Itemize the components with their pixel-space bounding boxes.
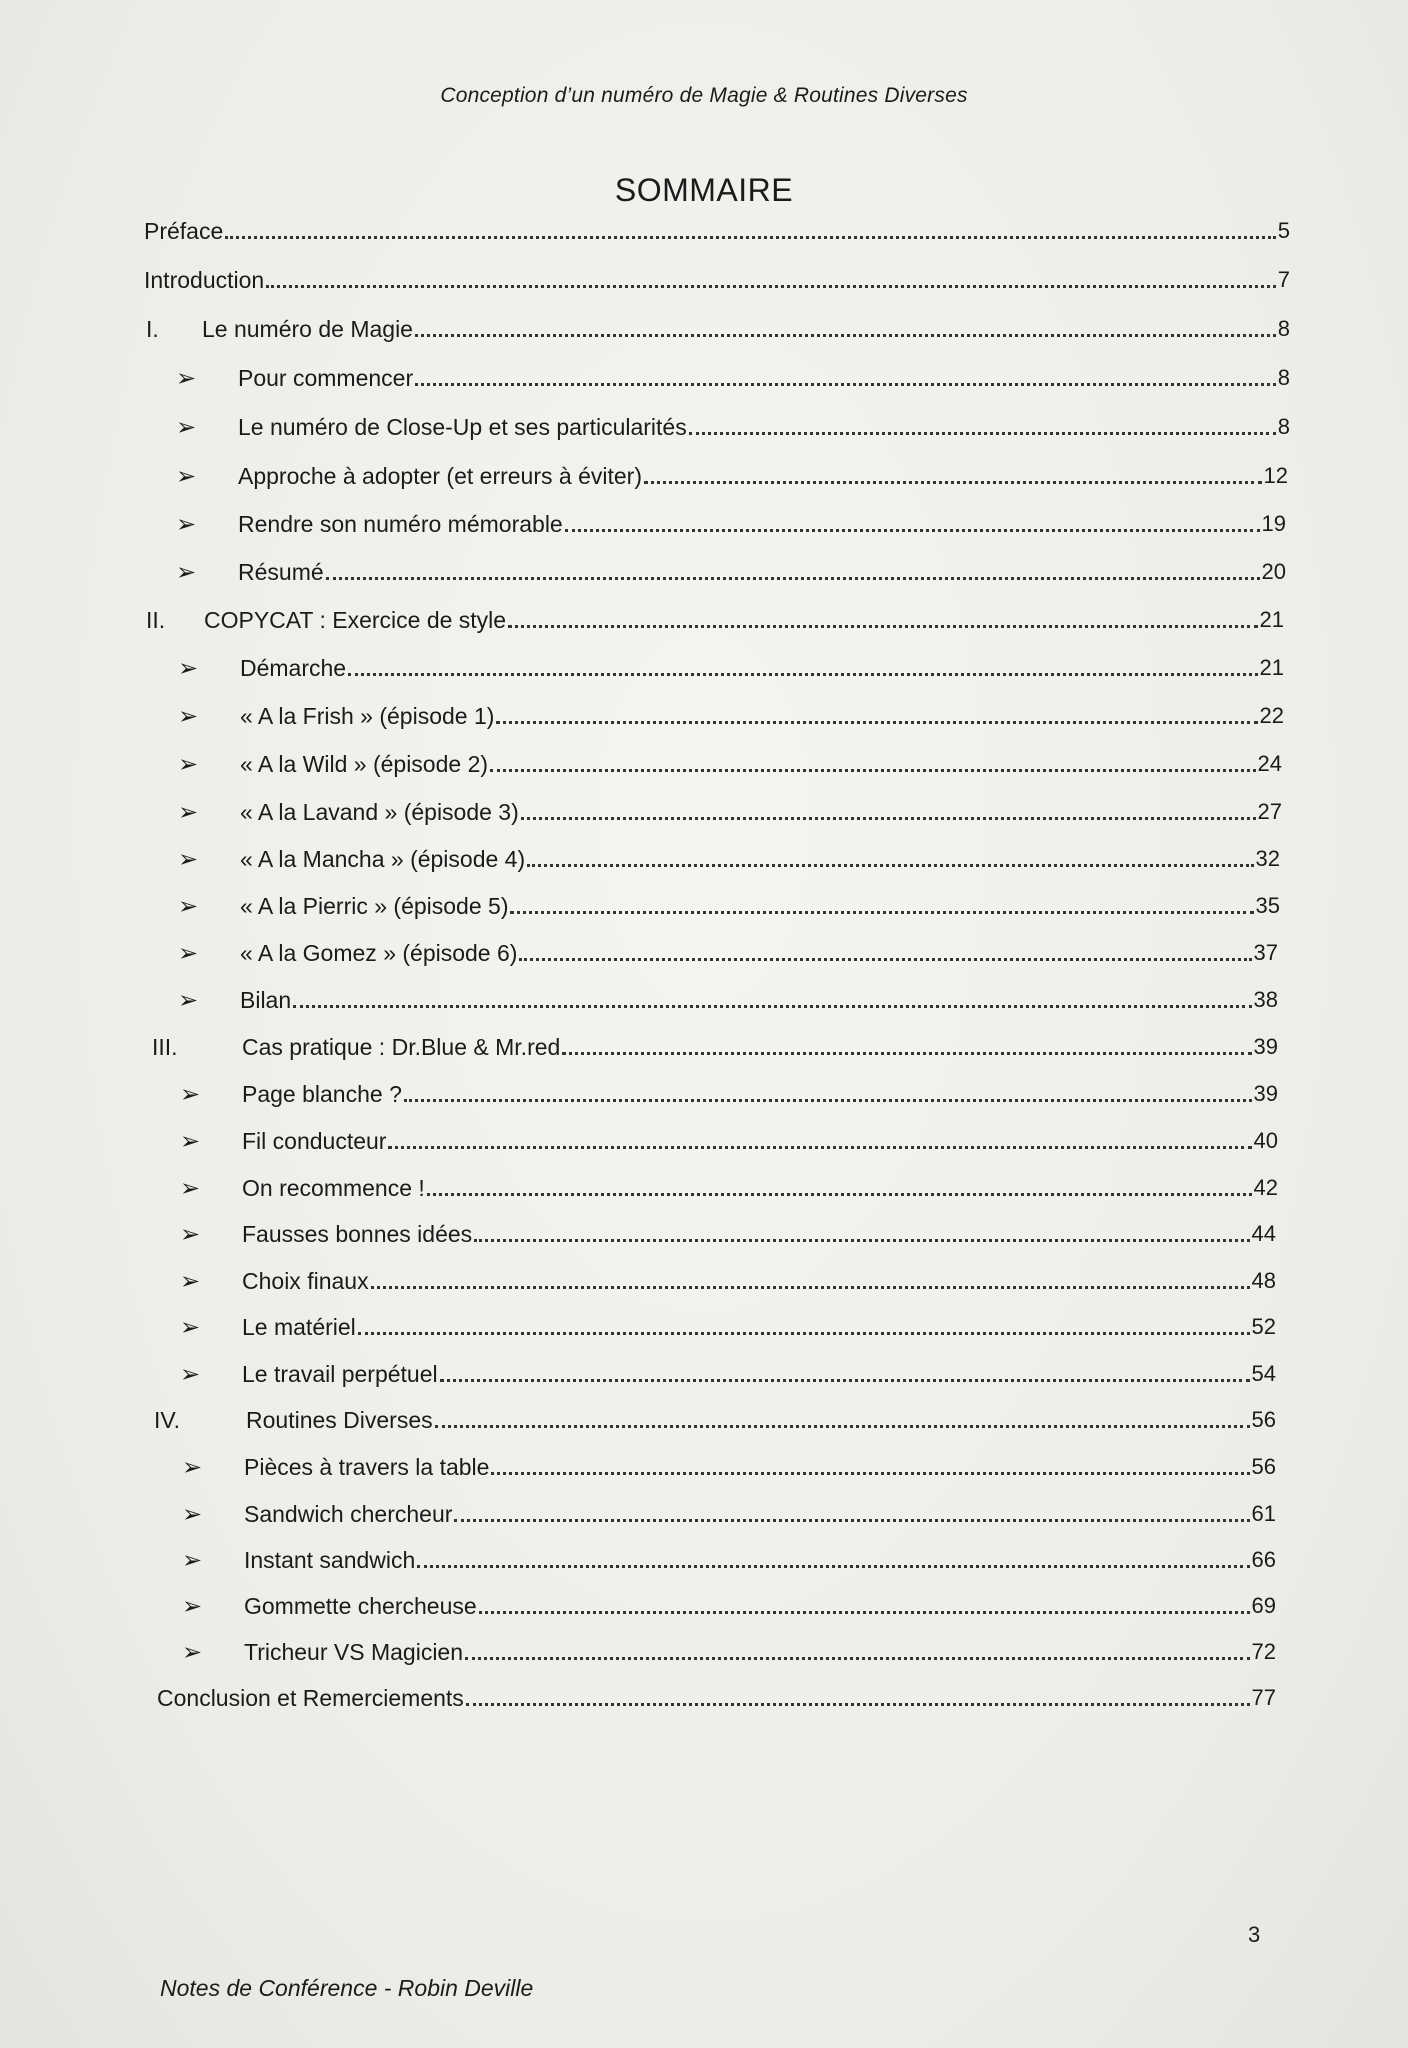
toc-page: 21 bbox=[1259, 607, 1284, 632]
toc-label: « A la Frish » (épisode 1) bbox=[240, 702, 495, 729]
dot-leader bbox=[508, 625, 1257, 628]
dot-leader bbox=[293, 1005, 1251, 1008]
toc-page: 7 bbox=[1277, 267, 1290, 292]
toc-subentry bbox=[0, 1264, 1408, 1298]
toc-page: 24 bbox=[1257, 751, 1282, 776]
toc-label: Gommette chercheuse bbox=[244, 1592, 477, 1619]
section-number: IV. bbox=[154, 1406, 181, 1433]
arrow-bullet-icon: ➢ bbox=[176, 558, 197, 586]
toc-subentry bbox=[0, 507, 1408, 541]
arrow-bullet-icon: ➢ bbox=[176, 462, 197, 490]
section-number: II. bbox=[146, 606, 166, 633]
toc-section-3 bbox=[0, 1030, 1408, 1064]
toc-label: Préface bbox=[144, 217, 224, 244]
dot-leader bbox=[490, 769, 1255, 772]
toc-page: 40 bbox=[1253, 1128, 1278, 1153]
toc-page: 8 bbox=[1277, 414, 1290, 439]
toc-subentry bbox=[0, 1450, 1408, 1484]
arrow-bullet-icon: ➢ bbox=[180, 1313, 201, 1341]
toc-subentry bbox=[0, 1310, 1408, 1344]
dot-leader bbox=[358, 1332, 1250, 1335]
toc-subentry bbox=[0, 1124, 1408, 1158]
toc-label: Bilan bbox=[240, 986, 292, 1013]
toc-label: Choix finaux bbox=[242, 1267, 369, 1294]
toc-label: Pièces à travers la table bbox=[244, 1453, 490, 1480]
toc-subentry bbox=[0, 1357, 1408, 1391]
arrow-bullet-icon: ➢ bbox=[180, 1220, 201, 1248]
toc-page: 35 bbox=[1255, 893, 1280, 918]
dot-leader bbox=[348, 673, 1257, 676]
arrow-bullet-icon: ➢ bbox=[178, 702, 199, 730]
toc-label: « A la Pierric » (épisode 5) bbox=[240, 892, 509, 919]
dot-leader bbox=[388, 1146, 1251, 1149]
toc-label: Rendre son numéro mémorable bbox=[238, 510, 563, 537]
toc-page: 42 bbox=[1253, 1175, 1278, 1200]
dot-leader bbox=[454, 1519, 1249, 1522]
toc-label: COPYCAT : Exercice de style bbox=[204, 606, 507, 633]
toc-label: « A la Gomez » (épisode 6) bbox=[240, 939, 518, 966]
toc-subentry bbox=[0, 842, 1408, 876]
dot-leader bbox=[440, 1379, 1250, 1382]
toc-label: Fausses bonnes idées bbox=[242, 1220, 473, 1247]
toc-page: 8 bbox=[1277, 316, 1290, 341]
arrow-bullet-icon: ➢ bbox=[182, 1500, 203, 1528]
dot-leader bbox=[415, 334, 1276, 337]
arrow-bullet-icon: ➢ bbox=[180, 1360, 201, 1388]
dot-leader bbox=[404, 1099, 1252, 1102]
arrow-bullet-icon: ➢ bbox=[180, 1174, 201, 1202]
arrow-bullet-icon: ➢ bbox=[180, 1127, 201, 1155]
toc-page: 37 bbox=[1253, 940, 1278, 965]
toc-subentry bbox=[0, 1497, 1408, 1531]
toc-label: Le numéro de Magie bbox=[202, 315, 413, 342]
running-header: Conception d’un numéro de Magie & Routines Diverses bbox=[440, 84, 968, 107]
dot-leader bbox=[491, 1472, 1249, 1475]
arrow-bullet-icon: ➢ bbox=[178, 654, 199, 682]
toc-subentry bbox=[0, 1589, 1408, 1623]
toc-page: 5 bbox=[1277, 218, 1290, 243]
page-number: 3 bbox=[1248, 1922, 1261, 1947]
toc-subentry bbox=[0, 936, 1408, 970]
toc-page: 20 bbox=[1261, 559, 1286, 584]
toc-label: Routines Diverses bbox=[246, 1406, 433, 1433]
toc-page: 21 bbox=[1259, 655, 1284, 680]
dot-leader bbox=[474, 1239, 1249, 1242]
dot-leader bbox=[496, 721, 1257, 724]
toc-subentry bbox=[0, 410, 1408, 444]
toc-entry-preface bbox=[0, 214, 1408, 248]
arrow-bullet-icon: ➢ bbox=[178, 845, 199, 873]
dot-leader bbox=[521, 817, 1256, 820]
toc-page: 77 bbox=[1251, 1685, 1276, 1710]
page-title: SOMMAIRE bbox=[614, 172, 794, 208]
running-footer: Notes de Conférence - Robin Deville bbox=[160, 1975, 534, 2001]
dot-leader bbox=[466, 1703, 1250, 1706]
toc-page: 8 bbox=[1277, 365, 1290, 390]
toc-subentry bbox=[0, 651, 1408, 685]
arrow-bullet-icon: ➢ bbox=[178, 939, 199, 967]
dot-leader bbox=[266, 285, 1276, 288]
toc-label: Fil conducteur bbox=[242, 1127, 387, 1154]
dot-leader bbox=[510, 911, 1253, 914]
toc-page: 72 bbox=[1251, 1639, 1276, 1664]
toc-entry-introduction bbox=[0, 263, 1408, 297]
section-number: III. bbox=[152, 1033, 178, 1060]
toc-subentry bbox=[0, 983, 1408, 1017]
toc-subentry bbox=[0, 1077, 1408, 1111]
toc-subentry bbox=[0, 459, 1408, 493]
dot-leader bbox=[527, 864, 1253, 867]
arrow-bullet-icon: ➢ bbox=[182, 1546, 203, 1574]
toc-page: 61 bbox=[1251, 1501, 1276, 1526]
toc-label: Approche à adopter (et erreurs à éviter) bbox=[238, 462, 642, 489]
toc-page: 56 bbox=[1251, 1454, 1276, 1479]
toc-label: « A la Lavand » (épisode 3) bbox=[240, 798, 519, 825]
toc-label: Sandwich chercheur bbox=[244, 1500, 453, 1527]
toc-page: 44 bbox=[1251, 1221, 1276, 1246]
section-number: I. bbox=[146, 315, 159, 342]
dot-leader bbox=[565, 529, 1260, 532]
toc-label: Le matériel bbox=[242, 1313, 356, 1340]
arrow-bullet-icon: ➢ bbox=[182, 1638, 203, 1666]
toc-label: « A la Mancha » (épisode 4) bbox=[240, 845, 526, 872]
toc-entry-conclusion bbox=[0, 1681, 1408, 1715]
toc-page: 54 bbox=[1251, 1361, 1276, 1386]
toc-page: 27 bbox=[1257, 799, 1282, 824]
toc-subentry bbox=[0, 555, 1408, 589]
arrow-bullet-icon: ➢ bbox=[180, 1267, 201, 1295]
arrow-bullet-icon: ➢ bbox=[178, 750, 199, 778]
toc-label: Conclusion et Remerciements bbox=[157, 1684, 464, 1711]
dot-leader bbox=[326, 577, 1260, 580]
arrow-bullet-icon: ➢ bbox=[182, 1592, 203, 1620]
dot-leader bbox=[225, 236, 1275, 239]
toc-label: On recommence ! bbox=[242, 1174, 425, 1201]
toc-label: Cas pratique : Dr.Blue & Mr.red bbox=[242, 1033, 561, 1060]
toc-subentry bbox=[0, 1217, 1408, 1251]
toc-subentry bbox=[0, 1543, 1408, 1577]
toc-subentry bbox=[0, 1171, 1408, 1205]
arrow-bullet-icon: ➢ bbox=[176, 364, 197, 392]
toc-label: Instant sandwich bbox=[244, 1546, 416, 1573]
toc-subentry bbox=[0, 795, 1408, 829]
toc-page: 39 bbox=[1253, 1034, 1278, 1059]
dot-leader bbox=[371, 1286, 1250, 1289]
toc-label: Le travail perpétuel bbox=[242, 1360, 438, 1387]
toc-page: 39 bbox=[1253, 1081, 1278, 1106]
toc-subentry bbox=[0, 1635, 1408, 1669]
toc-section-2 bbox=[0, 603, 1408, 637]
toc-page: 38 bbox=[1253, 987, 1278, 1012]
arrow-bullet-icon: ➢ bbox=[182, 1453, 203, 1481]
toc-label: Introduction bbox=[144, 266, 265, 293]
toc-subentry bbox=[0, 889, 1408, 923]
dot-leader bbox=[465, 1657, 1250, 1660]
arrow-bullet-icon: ➢ bbox=[178, 798, 199, 826]
toc-page: 19 bbox=[1261, 511, 1286, 536]
dot-leader bbox=[435, 1425, 1250, 1428]
toc-label: Le numéro de Close-Up et ses particularités bbox=[238, 413, 687, 440]
dot-leader bbox=[519, 958, 1251, 961]
toc-page: 48 bbox=[1251, 1268, 1276, 1293]
dot-leader bbox=[689, 432, 1276, 435]
toc-page: 22 bbox=[1259, 703, 1284, 728]
toc-page: 66 bbox=[1251, 1547, 1276, 1572]
toc-label: Résumé bbox=[238, 558, 324, 585]
toc-page: 32 bbox=[1255, 846, 1280, 871]
arrow-bullet-icon: ➢ bbox=[176, 413, 197, 441]
toc-label: Démarche bbox=[240, 654, 347, 681]
toc-label: Tricheur VS Magicien bbox=[244, 1638, 464, 1665]
arrow-bullet-icon: ➢ bbox=[176, 510, 197, 538]
arrow-bullet-icon: ➢ bbox=[178, 892, 199, 920]
toc-page: 56 bbox=[1251, 1407, 1276, 1432]
toc-subentry bbox=[0, 361, 1408, 395]
toc-subentry bbox=[0, 699, 1408, 733]
toc-section-4 bbox=[0, 1403, 1408, 1437]
toc-subentry bbox=[0, 747, 1408, 781]
toc-page: 69 bbox=[1251, 1593, 1276, 1618]
dot-leader bbox=[415, 383, 1276, 386]
toc-label: Pour commencer bbox=[238, 364, 414, 391]
toc-label: Page blanche ? bbox=[242, 1080, 402, 1107]
dot-leader bbox=[562, 1052, 1251, 1055]
dot-leader bbox=[417, 1565, 1249, 1568]
arrow-bullet-icon: ➢ bbox=[178, 986, 199, 1014]
toc-label: « A la Wild » (épisode 2) bbox=[240, 750, 489, 777]
dot-leader bbox=[479, 1611, 1250, 1614]
arrow-bullet-icon: ➢ bbox=[180, 1080, 201, 1108]
toc-page: 52 bbox=[1251, 1314, 1276, 1339]
toc-page: 12 bbox=[1263, 463, 1288, 488]
dot-leader bbox=[644, 481, 1262, 484]
toc-section-1 bbox=[0, 312, 1408, 346]
dot-leader bbox=[427, 1193, 1252, 1196]
